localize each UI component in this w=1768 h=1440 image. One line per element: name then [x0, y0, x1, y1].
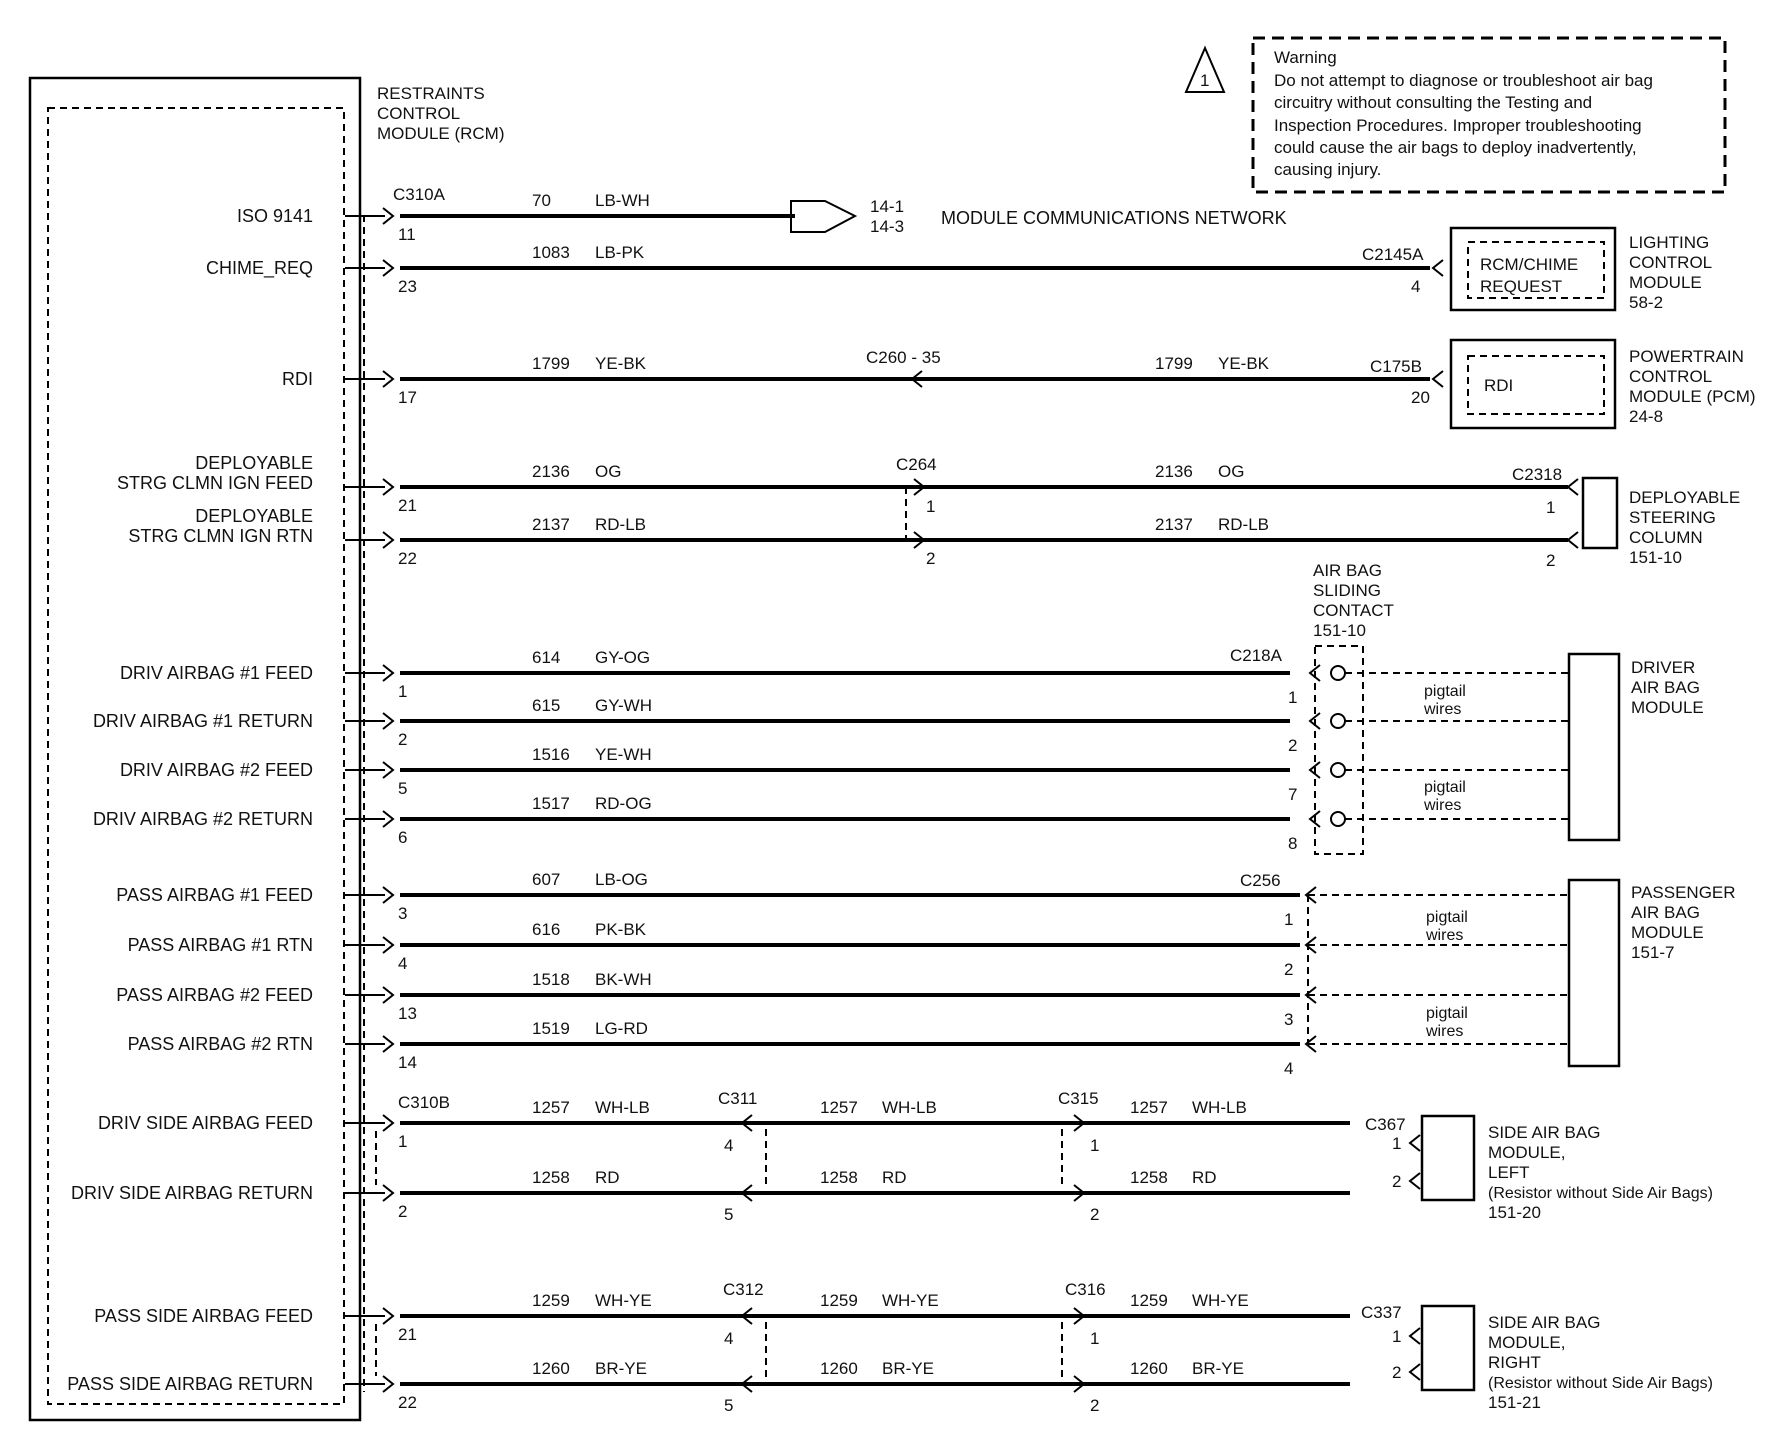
network-label: MODULE COMMUNICATIONS NETWORK	[941, 208, 1287, 228]
connector-label: C312	[723, 1280, 764, 1299]
wire-circuit-number: 2137	[532, 515, 570, 534]
rcm-pin-number: 2	[398, 1202, 408, 1221]
rcm-pin-number: 1	[398, 1132, 408, 1151]
sliding-contact-box	[1315, 646, 1363, 854]
steering-label: 151-10	[1629, 548, 1682, 567]
pin-label: DRIV AIRBAG #2 RETURN	[92, 809, 313, 829]
wire-circuit-number: 1260	[1130, 1359, 1168, 1378]
connector-pin-number: 5	[724, 1205, 734, 1224]
pcm-label: CONTROL	[1629, 367, 1713, 386]
pigtail-label: wires	[1424, 797, 1462, 814]
connector-label: C311	[718, 1089, 758, 1108]
rcm-pin-number: 3	[398, 904, 408, 923]
connector-pin-number: 2	[1546, 551, 1556, 570]
pass-ab-label: AIR BAG	[1631, 903, 1700, 922]
driver-ab-label: AIR BAG	[1631, 678, 1700, 697]
rcm-pin-number: 22	[398, 549, 417, 568]
wire-color: WH-LB	[882, 1098, 937, 1117]
rcm-pin-number: 4	[398, 954, 408, 973]
rcm-title: MODULE (RCM)	[377, 124, 505, 143]
pin-label: STRG CLMN IGN FEED	[116, 473, 313, 493]
pin-label: PASS AIRBAG #1 RTN	[127, 935, 313, 955]
connector-pin-number: 1	[1090, 1136, 1100, 1155]
rcm-pin-number: 22	[398, 1393, 417, 1412]
side-right-label: SIDE AIR BAG	[1488, 1313, 1601, 1332]
wire-color: WH-YE	[1192, 1291, 1249, 1310]
driver-ab-label: DRIVER	[1631, 658, 1696, 677]
warning-line: causing injury.	[1274, 160, 1382, 179]
rcm-pin-number: 23	[398, 277, 417, 296]
connector-pin-number: 1	[1546, 498, 1556, 517]
warning-line: could cause the air bags to deploy inadvertently,	[1274, 138, 1637, 157]
sliding-contact-dot	[1331, 666, 1345, 680]
wire-circuit-number: 70	[532, 191, 551, 210]
wire-color: LB-PK	[595, 243, 645, 262]
wire-color: RD-LB	[595, 515, 647, 534]
rcm-pin-number: 11	[398, 225, 416, 244]
wire-circuit-number: 1257	[1130, 1098, 1168, 1117]
lighting-label: CONTROL	[1629, 253, 1713, 272]
wire-circuit-number: 1259	[1130, 1291, 1168, 1310]
wire-color: BR-YE	[882, 1359, 934, 1378]
sliding-label: CONTACT	[1313, 601, 1394, 620]
connector-pin-number: 4	[724, 1136, 734, 1155]
sliding-contact-dot	[1331, 812, 1345, 826]
pin-label: DEPLOYABLE	[195, 506, 313, 526]
side-left-label: 151-20	[1488, 1203, 1541, 1222]
wire-color: BR-YE	[1192, 1359, 1244, 1378]
connector-pin-number: 2	[1288, 736, 1298, 755]
rcm-pin-number: 1	[398, 682, 408, 701]
pin-arrow-icon	[1568, 479, 1578, 495]
pin-label: ISO 9141	[236, 206, 313, 226]
pin-label: PASS AIRBAG #1 FEED	[116, 885, 313, 905]
wire-color: WH-YE	[882, 1291, 939, 1310]
pigtail-label: wires	[1426, 927, 1464, 944]
pcm-label: 24-8	[1629, 407, 1664, 426]
connector-label: C310B	[398, 1093, 450, 1112]
pin-label: CHIME_REQ	[205, 258, 313, 278]
connector-pin-number: 2	[1392, 1172, 1402, 1191]
side-right-label: (Resistor without Side Air Bags)	[1488, 1375, 1713, 1392]
pin-arrow-icon	[1410, 1173, 1420, 1189]
pin-label: PASS SIDE AIRBAG RETURN	[67, 1374, 313, 1394]
network-arrow-icon	[791, 201, 855, 232]
connector-pin-number: 20	[1411, 388, 1430, 407]
wire-circuit-number: 1799	[1155, 354, 1193, 373]
connector-label: C310A	[393, 185, 445, 204]
pin-label: PASS AIRBAG #2 RTN	[127, 1034, 313, 1054]
lighting-inner-text: RCM/CHIME	[1480, 255, 1579, 274]
wire-color: GY-WH	[595, 696, 652, 715]
pin-label: DRIV AIRBAG #1 RETURN	[92, 711, 313, 731]
wire-color: YE-BK	[595, 354, 647, 373]
rcm-title: CONTROL	[377, 104, 461, 123]
wire-color: WH-LB	[1192, 1098, 1247, 1117]
network-ref: 14-1	[870, 197, 905, 216]
wire-color: YE-BK	[1218, 354, 1270, 373]
wire-color: RD-OG	[595, 794, 652, 813]
wire-circuit-number: 1257	[532, 1098, 570, 1117]
connector-pin-number: 8	[1288, 834, 1298, 853]
passenger-airbag-box	[1569, 880, 1619, 1066]
wire-circuit-number: 616	[532, 920, 561, 939]
pass-ab-label: 151-7	[1631, 943, 1675, 962]
side-right-label: 151-21	[1488, 1393, 1541, 1412]
pin-label: PASS AIRBAG #2 FEED	[116, 985, 313, 1005]
side-right-label: MODULE,	[1488, 1333, 1566, 1352]
pigtail-label: pigtail	[1426, 1005, 1468, 1022]
pin-label: STRG CLMN IGN RTN	[128, 526, 313, 546]
wire-circuit-number: 1258	[1130, 1168, 1168, 1187]
wire-circuit-number: 1083	[532, 243, 570, 262]
warning-icon	[1186, 48, 1224, 92]
pin-arrow-icon	[1410, 1364, 1420, 1380]
pin-label: RDI	[282, 369, 313, 389]
pin-arrow-icon	[1433, 260, 1443, 276]
wire-color: LG-RD	[595, 1019, 648, 1038]
rcm-pin-number: 2	[398, 730, 408, 749]
connector-pin-number: 4	[1411, 277, 1421, 296]
connector-pin-number: 1	[926, 497, 936, 516]
connector-pin-number: 1	[1288, 688, 1298, 707]
connector-pin-number: 3	[1284, 1010, 1294, 1029]
wire-circuit-number: 2136	[1155, 462, 1193, 481]
side-left-label: SIDE AIR BAG	[1488, 1123, 1601, 1142]
network-ref: 14-3	[870, 217, 905, 236]
wire-circuit-number: 1258	[820, 1168, 858, 1187]
connector-label: C337	[1361, 1303, 1402, 1322]
connector-pin-number: 1	[1392, 1134, 1402, 1153]
rcm-pin-number: 21	[398, 496, 417, 515]
wire-color: RD-LB	[1218, 515, 1270, 534]
pigtail-label: pigtail	[1426, 909, 1468, 926]
pigtail-label: pigtail	[1424, 683, 1466, 700]
pin-arrow-icon	[1410, 1328, 1420, 1344]
pcm-inner-text: RDI	[1484, 376, 1514, 395]
rcm-pin-number: 5	[398, 779, 408, 798]
side-left-label: LEFT	[1488, 1163, 1530, 1182]
rcm-inner-box	[48, 108, 344, 1404]
wire-circuit-number: 1799	[532, 354, 570, 373]
pcm-label: MODULE (PCM)	[1629, 387, 1756, 406]
connector-label: C2318	[1512, 465, 1563, 484]
warning-title: Warning	[1274, 48, 1337, 67]
lighting-label: MODULE	[1629, 273, 1702, 292]
lighting-inner-text: REQUEST	[1480, 277, 1563, 296]
pin-label-layer	[67, 206, 313, 1394]
connector-pin-number: 5	[724, 1396, 734, 1415]
pigtail-label: wires	[1426, 1023, 1464, 1040]
pcm-label: POWERTRAIN	[1629, 347, 1744, 366]
pass-ab-label: MODULE	[1631, 923, 1704, 942]
wire-color: OG	[595, 462, 622, 481]
connector-pin-number: 7	[1288, 785, 1298, 804]
connector-label: C316	[1065, 1280, 1106, 1299]
rcm-pin-number: 21	[398, 1325, 417, 1344]
wire-color: WH-LB	[595, 1098, 650, 1117]
wire-color: BK-WH	[595, 970, 652, 989]
driver-airbag-box	[1569, 654, 1619, 840]
wire-color: RD	[882, 1168, 907, 1187]
connector-pin-number: 1	[1090, 1329, 1100, 1348]
rcm-pin-number: 17	[398, 388, 417, 407]
wire-circuit-number: 2137	[1155, 515, 1193, 534]
wire-circuit-number: 1258	[532, 1168, 570, 1187]
lighting-label: 58-2	[1629, 293, 1664, 312]
side-left-label: (Resistor without Side Air Bags)	[1488, 1185, 1713, 1202]
side-airbag-left-box	[1422, 1116, 1474, 1200]
wire-circuit-number: 1259	[532, 1291, 570, 1310]
connector-pin-number: 2	[1090, 1396, 1100, 1415]
pin-label: PASS SIDE AIRBAG FEED	[94, 1306, 313, 1326]
warning-line: Inspection Procedures. Improper troubleshooting	[1274, 116, 1642, 135]
pin-arrow-icon	[1433, 371, 1443, 387]
connector-label: C218A	[1230, 646, 1282, 665]
steering-label: STEERING	[1629, 508, 1716, 527]
side-right-label: RIGHT	[1488, 1353, 1541, 1372]
wire-color: RD	[595, 1168, 620, 1187]
wire-circuit-number: 1518	[532, 970, 570, 989]
pass-ab-label: PASSENGER	[1631, 883, 1736, 902]
connector-pin-number: 1	[1392, 1327, 1402, 1346]
pin-label: DRIV SIDE AIRBAG FEED	[97, 1113, 313, 1133]
sliding-contact-dot	[1331, 714, 1345, 728]
wire-circuit-number: 1517	[532, 794, 570, 813]
wire-circuit-number: 1260	[820, 1359, 858, 1378]
pin-label: DRIV SIDE AIRBAG RETURN	[70, 1183, 313, 1203]
connector-label: C256	[1240, 871, 1281, 890]
connector-label: C2145A	[1362, 245, 1424, 264]
wire-circuit-number: 1516	[532, 745, 570, 764]
pin-label: DRIV AIRBAG #1 FEED	[119, 663, 313, 683]
connector-label: C260 - 35	[866, 348, 941, 367]
pin-arrow-icon	[1410, 1135, 1420, 1151]
warning-line: Do not attempt to diagnose or troubleshoot air bag	[1274, 71, 1653, 90]
wire-circuit-number: 1257	[820, 1098, 858, 1117]
wire-circuit-number: 607	[532, 870, 561, 889]
sliding-label: SLIDING	[1313, 581, 1382, 600]
wire-color: BR-YE	[595, 1359, 647, 1378]
driver-ab-label: MODULE	[1631, 698, 1704, 717]
wire-circuit-number: 2136	[532, 462, 570, 481]
wire-color: OG	[1218, 462, 1245, 481]
rcm-title: RESTRAINTS	[377, 84, 485, 103]
wire-color: RD	[1192, 1168, 1217, 1187]
wire-color: LB-OG	[595, 870, 648, 889]
rcm-pin-number: 6	[398, 828, 408, 847]
wire-color: WH-YE	[595, 1291, 652, 1310]
connector-pin-number: 1	[1284, 910, 1294, 929]
lighting-label: LIGHTING	[1629, 233, 1710, 252]
sliding-contact-dot	[1331, 763, 1345, 777]
connector-pin-number: 4	[724, 1329, 734, 1348]
connector-label: C175B	[1370, 357, 1422, 376]
wire-circuit-number: 1260	[532, 1359, 570, 1378]
wire-color: GY-OG	[595, 648, 651, 667]
wire-circuit-number: 1259	[820, 1291, 858, 1310]
pigtail-label: pigtail	[1424, 779, 1466, 796]
rcm-outer-box	[30, 78, 360, 1420]
connector-pin-number: 2	[1284, 960, 1294, 979]
sliding-label: 151-10	[1313, 621, 1366, 640]
connector-pin-number: 2	[926, 549, 936, 568]
steering-label: DEPLOYABLE	[1629, 488, 1741, 507]
warning-icon-label: 1	[1200, 71, 1210, 90]
wire-color: LB-WH	[595, 191, 650, 210]
connector-label: C315	[1058, 1089, 1099, 1108]
rcm-pin-number: 13	[398, 1004, 417, 1023]
connector-pin-number: 2	[1392, 1363, 1402, 1382]
wire-color: PK-BK	[595, 920, 647, 939]
wire-circuit-number: 614	[532, 648, 561, 667]
connector-pin-number: 2	[1090, 1205, 1100, 1224]
steering-column-box	[1583, 478, 1617, 548]
wire-circuit-number: 615	[532, 696, 561, 715]
connector-label: C264	[896, 455, 937, 474]
wire-color: YE-WH	[595, 745, 652, 764]
side-airbag-right-box	[1422, 1306, 1474, 1390]
rcm-pin-number: 14	[398, 1053, 417, 1072]
pin-label: DRIV AIRBAG #2 FEED	[119, 760, 313, 780]
pigtail-label: wires	[1424, 701, 1462, 718]
pin-arrow-icon	[1568, 532, 1578, 548]
side-left-label: MODULE,	[1488, 1143, 1566, 1162]
connector-pin-number: 4	[1284, 1059, 1294, 1078]
pin-label: DEPLOYABLE	[195, 453, 313, 473]
steering-label: COLUMN	[1629, 528, 1703, 547]
connector-label: C367	[1365, 1115, 1406, 1134]
sliding-label: AIR BAG	[1313, 561, 1382, 580]
warning-line: circuitry without consulting the Testing and	[1274, 93, 1593, 112]
wire-circuit-number: 1519	[532, 1019, 570, 1038]
